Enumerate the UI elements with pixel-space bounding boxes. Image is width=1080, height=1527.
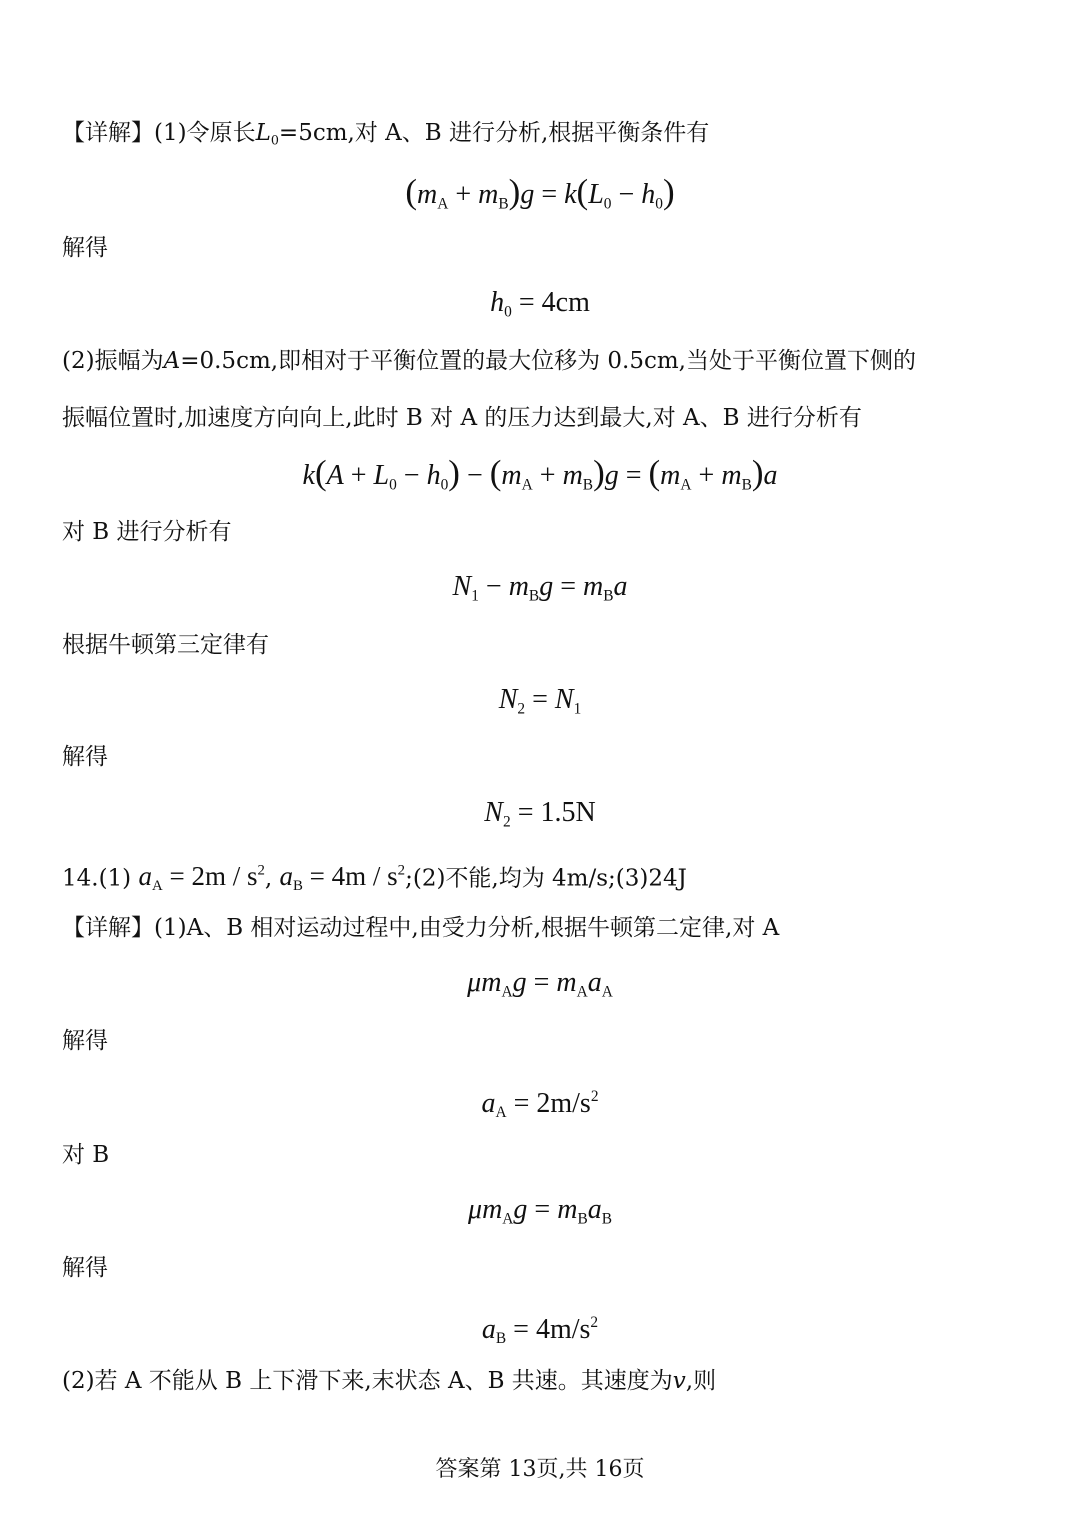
var-L: L xyxy=(255,120,271,146)
q14-tail: ;(2)不能,均为 4m/s;(3)24J xyxy=(405,865,687,892)
equation-n2-n1 xyxy=(0,680,1080,729)
part-14-2-text: (2)若 A 不能从 B 上下滑下来,末状态 A、B 共速。其速度为 xyxy=(62,1368,673,1394)
var-a: a xyxy=(481,1087,496,1119)
var-mu: μ xyxy=(468,1194,483,1225)
op-eq: = xyxy=(527,1194,558,1225)
q14-answer-line xyxy=(62,856,1030,902)
l0-value: =5cm xyxy=(278,120,348,146)
q14-number: 14.(1) xyxy=(62,865,132,892)
sub-A: A xyxy=(680,476,692,494)
var-m: m xyxy=(501,460,522,491)
jiede-label-1: 解得 xyxy=(62,235,108,261)
sub-A: A xyxy=(151,878,163,895)
var-a: a xyxy=(279,861,294,892)
var-L: L xyxy=(588,179,604,210)
sub-2: 2 xyxy=(517,700,526,718)
equation-aA-value xyxy=(0,1077,1080,1133)
var-m: m xyxy=(478,179,499,210)
sub-0: 0 xyxy=(440,476,449,494)
equation-n2-value xyxy=(0,793,1080,842)
var-g: g xyxy=(604,460,619,491)
dui-b-analysis: 对 B 进行分析有 xyxy=(62,519,232,545)
var-k: k xyxy=(564,179,577,210)
op-plus: + xyxy=(448,179,479,210)
sub-1: 1 xyxy=(471,587,479,605)
equation-friction-a xyxy=(0,963,1080,1012)
var-h: h xyxy=(426,460,441,491)
aA-value: = 2m / s xyxy=(162,861,258,892)
dui-b-label: 对 B xyxy=(62,1142,110,1168)
var-m: m xyxy=(557,1194,578,1225)
op-plus: + xyxy=(691,460,722,491)
sub-B: B xyxy=(577,1210,588,1228)
equation-aB-value xyxy=(0,1303,1080,1359)
part-2-text: =0.5cm,即相对于平衡位置的最大位移为 0.5cm,当处于平衡位置下侧的 xyxy=(180,348,916,374)
sub-0: 0 xyxy=(389,476,397,494)
var-h: h xyxy=(490,287,505,318)
op-eq: = xyxy=(526,967,557,998)
var-h: h xyxy=(641,179,656,210)
part-2-line-1 xyxy=(62,346,1030,376)
var-m: m xyxy=(482,1194,503,1225)
equation-h0 xyxy=(0,283,1080,332)
op-plus: + xyxy=(532,460,563,491)
var-g: g xyxy=(513,1194,528,1225)
var-a: a xyxy=(138,861,152,892)
equation-balance: $(m_A + m_B)g = k(L_0 - h_0)$ xyxy=(405,172,675,213)
sub-A: A xyxy=(521,476,533,494)
var-a: a xyxy=(481,1313,496,1345)
var-m: m xyxy=(562,460,583,491)
var-a: a xyxy=(587,967,602,998)
op-eq: = xyxy=(553,571,583,602)
part-14-2-line xyxy=(62,1366,1030,1396)
sub-0: 0 xyxy=(504,303,512,321)
op-eq: = xyxy=(618,460,649,491)
detail-label: 【详解】(1)令原长 xyxy=(62,120,256,146)
sub-A: A xyxy=(576,983,588,1001)
sub-A: A xyxy=(501,983,513,1001)
var-g: g xyxy=(539,571,554,602)
sup-2: 2 xyxy=(590,1088,599,1105)
var-A: A xyxy=(163,348,181,374)
op-minus: − xyxy=(478,571,509,602)
sub-B: B xyxy=(741,476,752,494)
page-footer: 答案第 13页,共 16页 xyxy=(435,1457,645,1482)
var-A: A xyxy=(326,460,344,491)
var-m: m xyxy=(508,571,529,602)
var-N: N xyxy=(554,684,574,715)
var-a: a xyxy=(587,1194,602,1225)
sub-0: 0 xyxy=(270,132,279,148)
jiede-label-3: 解得 xyxy=(62,1028,108,1054)
detail-1-tail: ,对 A、B 进行分析,根据平衡条件有 xyxy=(347,120,710,146)
sub-0: 0 xyxy=(603,195,612,213)
aB-value: = 4m / s xyxy=(302,861,398,892)
sub-B: B xyxy=(601,1210,612,1228)
var-N: N xyxy=(452,571,472,602)
equation-n1 xyxy=(0,567,1080,616)
var-mu: μ xyxy=(467,967,482,998)
var-a: a xyxy=(763,460,778,491)
sub-B: B xyxy=(498,195,509,213)
sub-1: 1 xyxy=(573,700,582,718)
sub-A: A xyxy=(495,1104,507,1122)
sub-B: B xyxy=(603,587,614,605)
var-m: m xyxy=(417,179,438,210)
n2-value: = 1.5N xyxy=(510,797,596,828)
comma: , xyxy=(264,865,273,892)
var-m: m xyxy=(481,967,502,998)
aA-value: = 2m/s xyxy=(506,1087,591,1119)
var-m: m xyxy=(556,967,577,998)
sub-B: B xyxy=(528,587,540,605)
newton-third-law: 根据牛顿第三定律有 xyxy=(62,632,269,658)
var-g: g xyxy=(520,179,535,210)
var-g: g xyxy=(512,967,527,998)
op-eq: = xyxy=(534,179,565,210)
var-N: N xyxy=(498,684,518,715)
jiede-label-2: 解得 xyxy=(62,744,108,770)
sup-2: 2 xyxy=(397,863,406,879)
equation-friction-b xyxy=(0,1190,1080,1239)
sub-B: B xyxy=(495,1330,507,1348)
aB-value: = 4m/s xyxy=(506,1313,591,1345)
op-minus: − xyxy=(459,460,490,491)
detail-14-line: 【详解】(1)A、B 相对运动过程中,由受力分析,根据牛顿第二定律,对 A xyxy=(62,915,780,941)
op-minus: − xyxy=(396,460,427,491)
equation-max-force: $k(A + L_0 - h_0) - (m_A + m_B)g = (m_A + m_B)a$ xyxy=(302,453,778,494)
part-14-2-tail: ,则 xyxy=(685,1368,717,1394)
var-N: N xyxy=(484,797,503,828)
sub-B: B xyxy=(582,476,594,494)
sub-A: A xyxy=(502,1210,514,1228)
op-eq: = xyxy=(525,684,555,715)
detail-1-line xyxy=(62,118,1030,155)
part-2-line-2: 振幅位置时,加速度方向向上,此时 B 对 A 的压力达到最大,对 A、B 进行分析有 xyxy=(62,405,862,431)
var-m: m xyxy=(721,460,742,491)
var-m: m xyxy=(582,571,604,602)
op-plus: + xyxy=(343,460,374,491)
sup-2: 2 xyxy=(590,1314,599,1331)
jiede-label-4: 解得 xyxy=(62,1255,108,1281)
part-2-label: (2)振幅为 xyxy=(62,348,164,374)
op-minus: − xyxy=(611,179,642,210)
var-k: k xyxy=(302,460,315,491)
sub-A: A xyxy=(437,195,449,213)
sup-2: 2 xyxy=(257,863,265,879)
sub-2: 2 xyxy=(502,813,511,831)
var-L: L xyxy=(373,460,390,491)
var-v: v xyxy=(672,1368,686,1394)
h0-value: = 4cm xyxy=(511,287,590,318)
sub-0: 0 xyxy=(655,195,663,213)
sub-B: B xyxy=(293,878,303,895)
var-a: a xyxy=(613,571,628,602)
sub-A: A xyxy=(601,983,613,1001)
var-m: m xyxy=(660,460,681,491)
